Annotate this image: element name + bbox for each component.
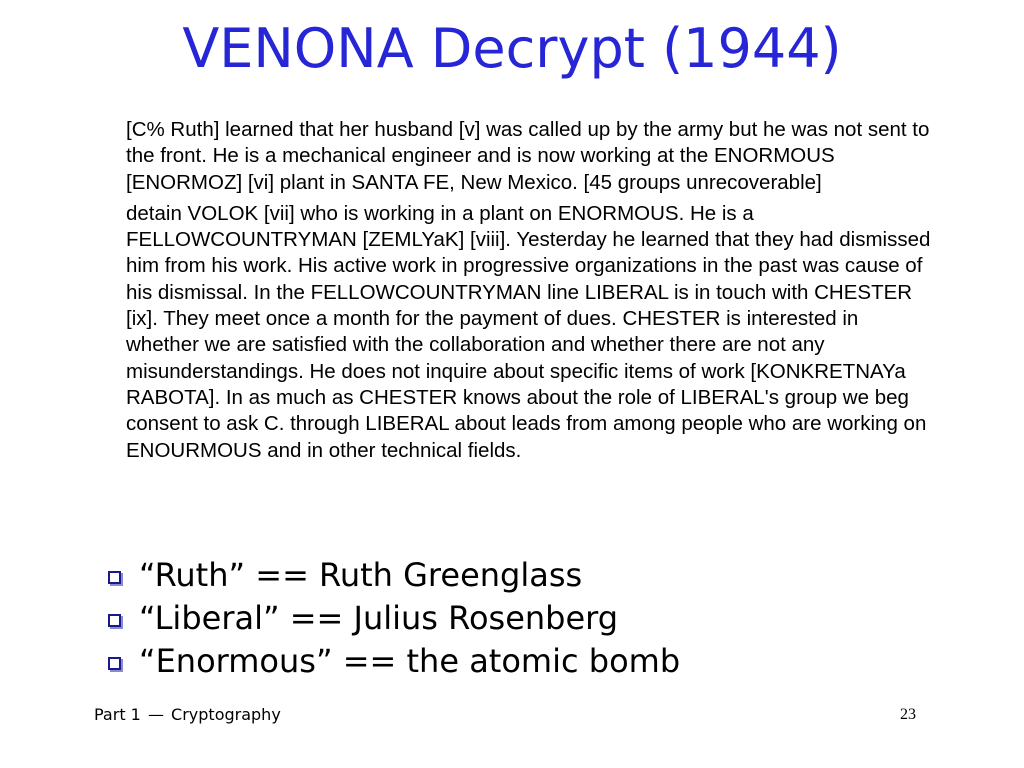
square-bullet-icon bbox=[108, 657, 121, 670]
square-bullet-icon bbox=[108, 571, 121, 584]
bullet-item bbox=[108, 640, 988, 683]
quote-paragraph-2: detain VOLOK [vii] who is working in a plant on ENORMOUS. He is a FELLOWCOUNTRYMAN [ZEMLYaK] [viii]. Yesterday he learned that they had dismissed him from his work. His active work in progressive organizations in the past was cause of his dismissal. In the FELLOWCOUNTRYMAN line LIBERAL is in touch with CHESTER [ix]. They meet once a month for the payment of dues. CHESTER is interested in whether we are satisfied with the collaboration and whether there are not any misunderstandings. He does not inquire about specific items of work [KONKRETNAYa RABOTA]. In as much as CHESTER knows about the role of LIBERAL's group we beg consent to ask C. through LIBERAL about leads from among people who are working on ENOURMOUS and in other technical fields. bbox=[126, 201, 931, 462]
bullet-text: “Liberal” == Julius Rosenberg bbox=[139, 599, 619, 637]
footer-section-label bbox=[94, 705, 281, 724]
square-bullet-icon bbox=[108, 614, 121, 627]
bullet-text: “Enormous” == the atomic bomb bbox=[139, 642, 681, 680]
bullet-text: “Ruth” == Ruth Greenglass bbox=[139, 556, 583, 594]
bullet-item bbox=[108, 554, 988, 597]
footer-dash: — bbox=[147, 705, 164, 724]
bullet-list bbox=[108, 554, 988, 683]
footer-part: Part 1 bbox=[94, 705, 141, 724]
footer-section: Cryptography bbox=[171, 705, 281, 724]
quote-paragraph-1: [C% Ruth] learned that her husband [v] was called up by the army but he was not sent to the front. He is a mechanical engineer and is now working at the ENORMOUS [ENORMOZ] [vi] plant in SANTA FE, New Mexico. [45 groups unrecoverable] bbox=[126, 118, 930, 194]
page-number: 23 bbox=[900, 706, 916, 723]
decrypt-quote bbox=[126, 117, 936, 469]
bullet-item bbox=[108, 597, 988, 640]
slide-title: VENONA Decrypt (1944) bbox=[182, 17, 842, 80]
